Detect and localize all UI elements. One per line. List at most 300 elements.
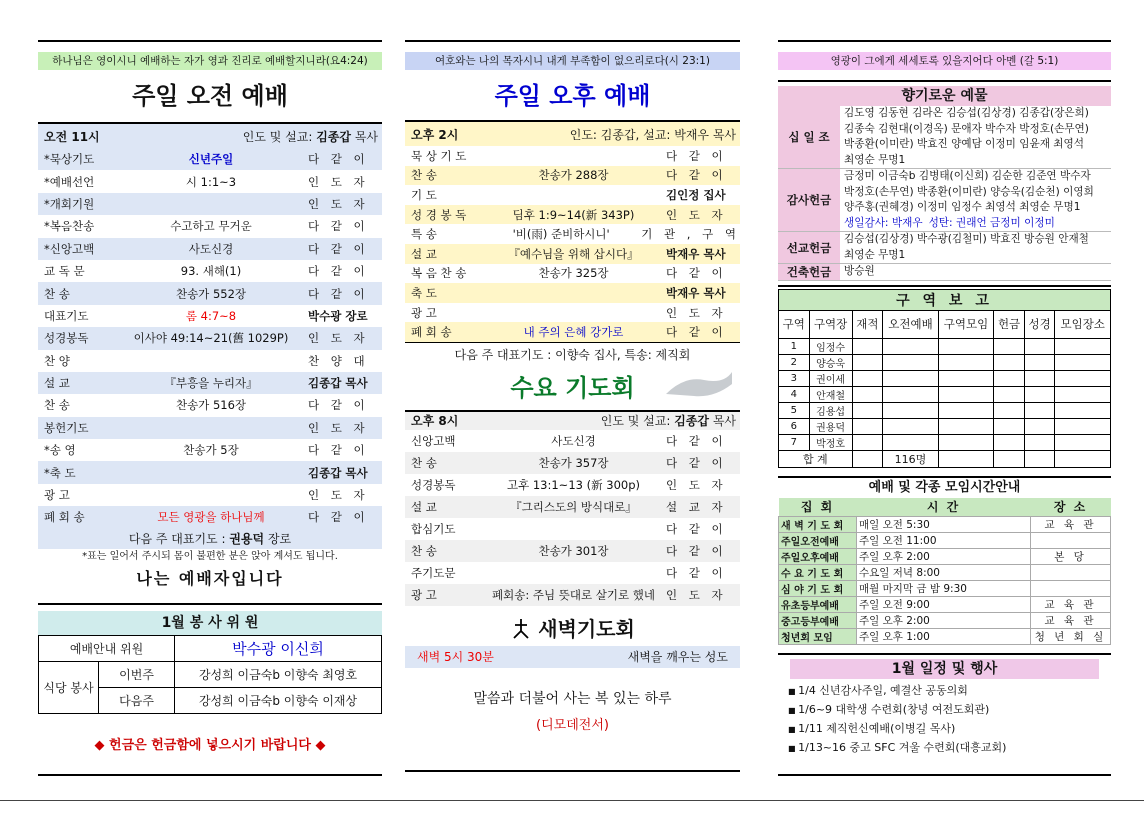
service-item-row [405, 474, 740, 496]
district-leader: 안재철 [809, 387, 852, 403]
wed-title: 수요 기도회 [510, 373, 635, 402]
praying-hands-icon [664, 370, 734, 400]
item-content: 시 1:1~3 [185, 174, 237, 189]
service-item-row [405, 562, 740, 584]
district-cell [1024, 355, 1055, 371]
item-name: 찬 양 [44, 353, 70, 368]
item-content: 수고하고 무거운 [170, 219, 252, 234]
offering-title: 향기로운 예물 [778, 86, 1111, 106]
district-header-cell: 오전예배 [883, 311, 939, 339]
district-row [779, 435, 1111, 451]
item-leader: 다 같 이 [666, 521, 727, 536]
service-item-row [405, 452, 740, 474]
district-cell [852, 355, 883, 371]
schedule-name: 수 요 기 도 회 [779, 564, 857, 580]
district-header-cell: 구역 [779, 311, 810, 339]
dawn-row [405, 646, 740, 668]
wed-time: 오후 8시 [411, 414, 459, 429]
service-item-row [38, 439, 382, 461]
service-header [405, 122, 740, 146]
event-item: ■ 1/4 신년감사주일, 예결산 공동의회 [788, 683, 968, 697]
offering-names: 김종숙 김현대(이경옥) 문애자 박수자 박정호(손무연) [844, 122, 1089, 135]
district-row [779, 371, 1111, 387]
district-leader: 박정호 [809, 435, 852, 451]
service-header [38, 124, 382, 148]
top-rule [778, 40, 1111, 42]
event-item: ■ 1/6~9 대학생 수련회(창녕 여전도회관) [788, 702, 990, 716]
next-week-label: 다음주 [99, 687, 175, 713]
schedule-place: 교 육 관 [1031, 612, 1111, 628]
item-content: 사도신경 [188, 241, 234, 256]
offering-column [778, 40, 1111, 757]
this-week-label: 이번주 [99, 661, 175, 687]
item-content: '비(雨) 준비하시니' [512, 227, 610, 242]
item-name: 합심기도 [411, 521, 456, 536]
item-name: *개회기원 [44, 196, 95, 211]
item-leader: 다 같 이 [666, 266, 727, 281]
service-item-row [38, 350, 382, 372]
district-no: 3 [779, 371, 810, 387]
district-cell [938, 403, 994, 419]
schedule-name: 주일오전예배 [779, 532, 857, 548]
item-name: 신앙고백 [411, 433, 456, 448]
item-leader: 다 같 이 [308, 219, 369, 234]
next-week-names: 강성희 이금숙b 이향숙 이재상 [175, 687, 382, 713]
service-item-row [38, 282, 382, 304]
schedule-time: 주일 오전 11:00 [857, 532, 1031, 548]
events-list [778, 681, 1111, 757]
district-cell [852, 419, 883, 435]
schedule-name: 심 야 기 도 회 [779, 580, 857, 596]
district-leader: 김용섭 [809, 403, 852, 419]
item-name: *신앙고백 [44, 241, 95, 256]
item-content: 이사야 49:14~21(舊 1029P) [133, 331, 289, 346]
item-content: 『부흥을 누리자』 [164, 376, 258, 391]
page-title: 주일 오후 예배 [494, 82, 651, 110]
bottom-rule [38, 774, 382, 776]
item-name: 묵 상 기 도 [411, 148, 467, 163]
district-cell [994, 435, 1025, 451]
district-no: 6 [779, 419, 810, 435]
item-name: 성경봉독 [44, 331, 89, 346]
district-cell [1055, 435, 1111, 451]
item-name: *축 도 [44, 465, 76, 480]
district-cell [938, 387, 994, 403]
item-leader: 김인정 집사 [666, 187, 726, 202]
item-leader: 다 같 이 [666, 543, 727, 558]
afternoon-service-column [405, 40, 740, 733]
offering-names: 김승섭(김상경) 박수광(김철미) 박효진 방승원 안재철 [844, 233, 1089, 245]
item-leader: 인 도 자 [308, 196, 369, 211]
district-cell [883, 419, 939, 435]
item-leader: 박재우 목사 [666, 246, 726, 261]
leader-label: 인도 및 설교: [242, 129, 313, 144]
item-name: 설 교 [44, 376, 70, 391]
district-cell [852, 371, 883, 387]
offering-names: 방승원 [844, 265, 875, 277]
item-leader: 다 같 이 [666, 565, 727, 580]
item-content: 찬송가 325장 [538, 266, 609, 281]
item-leader: 인 도 자 [666, 207, 727, 222]
item-leader: 다 같 이 [308, 510, 369, 525]
item-name: 복 음 찬 송 [411, 266, 467, 281]
schedule-place: 청 년 회 실 [1031, 628, 1111, 644]
guide-names: 박수광 이신희 [175, 635, 382, 661]
item-content: 롬 4:7~8 [185, 308, 237, 323]
district-cell [994, 387, 1025, 403]
schedule-place: 교 육 관 [1031, 516, 1111, 532]
item-name: 설 교 [411, 246, 437, 261]
top-rule [38, 40, 382, 42]
divider [778, 285, 1111, 287]
service-item-row [405, 244, 740, 264]
morning-service-column [38, 40, 382, 753]
offering-row [778, 106, 1111, 169]
service-item-row [405, 430, 740, 452]
schedule-time: 매월 마지막 금 밤 9:30 [857, 580, 1031, 596]
district-row [779, 339, 1111, 355]
item-content: 『그리스도의 방식대로』 [510, 499, 637, 514]
district-cell [938, 435, 994, 451]
schedule-time: 수요일 저녁 8:00 [857, 564, 1031, 580]
motto: 말씀과 더불어 사는 복 있는 하루 [473, 690, 672, 707]
item-leader: 인 도 자 [308, 488, 369, 503]
leader-text: 인도: 김종갑, 설교: 박재우 목사 [569, 127, 736, 142]
bottom-rule [405, 770, 740, 772]
district-no: 4 [779, 387, 810, 403]
item-leader: 설 교 자 [666, 499, 727, 514]
divider [778, 80, 1111, 82]
schedule-time: 주일 오후 1:00 [857, 628, 1031, 644]
district-cell [1024, 419, 1055, 435]
district-cell [938, 371, 994, 387]
item-leader: 다 같 이 [666, 433, 727, 448]
district-cell [852, 403, 883, 419]
item-leader: 인 도 자 [666, 587, 727, 602]
district-cell [938, 419, 994, 435]
item-name: 폐 회 송 [44, 510, 85, 525]
event-item: ■ 1/13~16 중고 SFC 겨울 수련회(대흥교회) [788, 740, 1007, 754]
district-cell [852, 387, 883, 403]
district-cell [1055, 419, 1111, 435]
district-no: 5 [779, 403, 810, 419]
item-content: 찬송가 301장 [538, 543, 609, 558]
dawn-leader: 새벽을 깨우는 성도 [627, 650, 728, 665]
district-cell [1024, 403, 1055, 419]
offering-label: 건축헌금 [778, 264, 840, 280]
offering-names: 박종환(이미란) 박효진 양예담 이정미 임윤재 최영석 [844, 138, 1085, 150]
verse-banner: 여호와는 나의 목자시니 내게 부족함이 없으리로다(시 23:1) [405, 52, 740, 70]
schedule-title: 예배 및 각종 모임시간안내 [868, 480, 1021, 495]
verse-banner: 하나님은 영이시니 예배하는 자가 영과 진리로 예배할지니라(요4:24) [38, 52, 382, 70]
district-cell [1055, 387, 1111, 403]
this-week-names: 강성희 이금숙b 이향숙 최영호 [175, 661, 382, 687]
service-item-row [405, 283, 740, 303]
schedule-name: 새 벽 기 도 회 [779, 516, 857, 532]
cross-person-icon [510, 617, 532, 639]
offering-names: 최영순 무명1 [844, 153, 906, 166]
offering-row [778, 232, 1111, 264]
item-leader: 인 도 자 [308, 174, 369, 189]
district-cell [852, 339, 883, 355]
service-item-row [405, 303, 740, 323]
district-cell [883, 355, 939, 371]
offering-label: 십 일 조 [778, 106, 840, 168]
service-item-row [405, 322, 740, 342]
schedule-time: 주일 오후 2:00 [857, 548, 1031, 564]
service-item-row [405, 205, 740, 225]
item-name: 성 경 봉 독 [411, 207, 467, 222]
item-content: 고후 13:1~13 (新 300p) [506, 477, 640, 492]
item-name: *복음찬송 [44, 219, 95, 234]
service-item-row [405, 224, 740, 244]
item-name: 찬 송 [411, 168, 437, 183]
item-name: 광 고 [44, 488, 70, 503]
leader-name: 김종갑 [316, 129, 351, 144]
item-name: 찬 송 [411, 543, 437, 558]
next-prayer: 다음 주 대표기도 : 권용덕 장로 [38, 529, 382, 549]
item-content: 딤후 1:9~14(新 343P) [512, 207, 635, 222]
item-content: 찬송가 5장 [183, 443, 239, 458]
top-rule [405, 40, 740, 42]
district-row [779, 419, 1111, 435]
item-name: *묵상기도 [44, 152, 95, 167]
leader-title: 목사 [354, 129, 378, 144]
schedule-time: 매일 오전 5:30 [857, 516, 1031, 532]
item-name: 주기도문 [411, 565, 456, 580]
divider [38, 603, 382, 605]
schedule-name: 중고등부예배 [779, 612, 857, 628]
district-cell [1024, 387, 1055, 403]
schedule-name: 청년회 모임 [779, 628, 857, 644]
offering-note: ◆ 헌금은 헌금함에 넣으시기 바랍니다 ◆ [94, 737, 326, 753]
item-leader: 인 도 자 [666, 477, 727, 492]
district-row [779, 355, 1111, 371]
district-cell [938, 339, 994, 355]
district-row [779, 403, 1111, 419]
schedule-place [1031, 564, 1111, 580]
schedule-name: 주일오후예배 [779, 548, 857, 564]
district-cell [994, 355, 1025, 371]
district-cell [1055, 355, 1111, 371]
schedule-place [1031, 532, 1111, 548]
item-leader: 박재우 목사 [666, 285, 726, 300]
service-item-row [405, 540, 740, 562]
item-leader: 찬 양 대 [308, 353, 369, 368]
district-cell [1024, 371, 1055, 387]
schedule-row [779, 532, 1111, 548]
item-name: 폐 회 송 [411, 325, 452, 340]
district-header-cell: 재적 [852, 311, 883, 339]
district-no: 1 [779, 339, 810, 355]
district-cell [1024, 435, 1055, 451]
item-name: 찬 송 [44, 398, 70, 413]
slogan: 나는 예배자입니다 [136, 568, 284, 588]
service-item-row [405, 518, 740, 540]
offering-names: 김도영 김동현 김라온 김승섭(김상경) 김종갑(장은희) [844, 107, 1089, 119]
district-cell [883, 435, 939, 451]
offering-row [778, 264, 1111, 281]
bullet-icon: ■ [788, 743, 799, 753]
district-cell [994, 403, 1025, 419]
dawn-time: 새벽 5시 30분 [417, 650, 494, 665]
district-cell [994, 419, 1025, 435]
service-item-row [38, 215, 382, 237]
schedule-table [778, 498, 1111, 645]
district-cell [994, 371, 1025, 387]
item-content: 사도신경 [551, 433, 596, 448]
district-leader: 권용덕 [809, 419, 852, 435]
district-cell [883, 403, 939, 419]
district-cell [883, 339, 939, 355]
item-name: 기 도 [411, 187, 437, 202]
service-item-row [405, 264, 740, 284]
item-leader: 다 같 이 [308, 398, 369, 413]
item-name: *예배선언 [44, 174, 95, 189]
district-cell [1024, 339, 1055, 355]
item-content: 폐회송: 주님 뜻대로 살기로 했네 [492, 587, 655, 602]
item-name: 축 도 [411, 285, 437, 300]
service-item-row [38, 461, 382, 483]
item-name: 광 고 [411, 305, 437, 320]
offering-names: 금정미 이금숙b 김병태(이신희) 김순한 김준연 박수자 [844, 170, 1091, 182]
district-cell [852, 435, 883, 451]
offering-row [778, 169, 1111, 232]
motto-sub: (디모데전서) [536, 717, 609, 733]
item-leader: 다 같 이 [308, 264, 369, 279]
schedule-place [1031, 580, 1111, 596]
item-leader: 인 도 자 [666, 305, 727, 320]
item-leader: 다 같 이 [308, 152, 369, 167]
item-content: 93. 새해(1) [180, 264, 242, 279]
schedule-row [779, 612, 1111, 628]
item-name: 찬 송 [411, 455, 437, 470]
kitchen-label: 식당 봉사 [39, 661, 99, 713]
servants-table [38, 635, 382, 714]
item-content: 찬송가 516장 [175, 398, 247, 413]
service-item-row [38, 417, 382, 439]
item-name: 봉헌기도 [44, 420, 89, 435]
district-no: 2 [779, 355, 810, 371]
item-leader: 다 같 이 [308, 443, 369, 458]
schedule-header-row [779, 498, 1111, 516]
district-leader: 임정수 [809, 339, 852, 355]
wed-header: 오후 8시 인도 및 설교: 김종갑 목사 [405, 410, 740, 430]
service-item-row [405, 496, 740, 518]
item-content: 찬송가 552장 [175, 286, 247, 301]
service-item-row [38, 260, 382, 282]
item-leader: 기 관 , 구 역 [641, 227, 740, 242]
schedule-place: 본 당 [1031, 548, 1111, 564]
item-name: 특 송 [411, 227, 437, 242]
schedule-time: 주일 오전 9:00 [857, 596, 1031, 612]
service-item-row [405, 146, 740, 166]
district-leader: 권이세 [809, 371, 852, 387]
item-leader: 김종갑 목사 [308, 465, 368, 480]
district-header-cell: 성경 [1024, 311, 1055, 339]
divider [778, 653, 1111, 655]
offering-names: 양주홍(권혜경) 이정미 임정수 최영석 최영순 무명1 [844, 201, 1081, 213]
schedule-row [779, 580, 1111, 596]
item-content: 찬송가 357장 [538, 455, 609, 470]
offering-list [778, 106, 1111, 281]
schedule-row [779, 628, 1111, 644]
bottom-rule [778, 774, 1111, 776]
district-header-row [779, 311, 1111, 339]
item-content: 『예수님을 위해 삽시다』 [508, 246, 639, 261]
item-leader: 다 같 이 [308, 241, 369, 256]
schedule-row [779, 548, 1111, 564]
district-cell [1055, 339, 1111, 355]
district-title: 구 역 보 고 [779, 290, 1111, 311]
district-header-cell: 구역장 [809, 311, 852, 339]
item-name: *송 영 [44, 443, 76, 458]
schedule-row [779, 516, 1111, 532]
district-header-cell: 모임장소 [1055, 311, 1111, 339]
district-cell [938, 355, 994, 371]
item-leader: 다 같 이 [666, 168, 727, 183]
item-leader: 다 같 이 [666, 455, 727, 470]
district-cell [883, 371, 939, 387]
item-leader: 다 같 이 [308, 286, 369, 301]
bullet-icon: ■ [788, 705, 799, 715]
event-item: ■ 1/11 제직헌신예배(이병길 목사) [788, 721, 956, 735]
service-time: 오후 2시 [411, 127, 459, 142]
district-header-cell: 구역모임 [938, 311, 994, 339]
verse-banner: 영광이 그에게 세세토록 있을지어다 아멘 (갈 5:1) [778, 52, 1111, 70]
dawn-title: 새벽기도회 [538, 617, 635, 642]
servants-title: 1월 봉 사 위 원 [38, 611, 382, 635]
service-item-row [38, 372, 382, 394]
service-item-row [38, 148, 382, 170]
item-content: 신년주일 [188, 152, 234, 167]
item-name: 설 교 [411, 499, 437, 514]
service-time: 오전 11시 [44, 129, 100, 144]
item-leader: 김종갑 목사 [308, 376, 368, 391]
schedule-time: 주일 오후 2:00 [857, 612, 1031, 628]
christmas-offering: 성탄: 권래언 금정미 이정미 [928, 216, 1055, 229]
district-row [779, 387, 1111, 403]
wed-order [405, 430, 740, 606]
service-item-row [38, 170, 382, 192]
schedule-name: 유초등부예배 [779, 596, 857, 612]
next-prayer: 다음 주 대표기도 : 이향숙 집사, 특송: 제직회 [405, 342, 740, 366]
bullet-icon: ■ [788, 686, 799, 696]
service-item-row [38, 238, 382, 260]
district-cell [1055, 403, 1111, 419]
page-title: 주일 오전 예배 [132, 82, 288, 110]
schedule-place: 교 육 관 [1031, 596, 1111, 612]
item-leader: 인 도 자 [308, 331, 369, 346]
order-of-worship [38, 148, 382, 529]
item-leader: 박수광 장로 [308, 308, 368, 323]
offering-label: 선교헌금 [778, 232, 840, 263]
service-item-row [405, 584, 740, 606]
schedule-row [779, 596, 1111, 612]
item-content: 내 주의 은혜 강가로 [523, 325, 624, 340]
service-item-row [38, 484, 382, 506]
standing-note: *표는 일어서 주시되 몸이 불편한 분은 앉아 계셔도 됩니다. [82, 550, 338, 562]
schedule-header-cell: 집 회 [800, 500, 835, 515]
district-total-row: 합 계 116명 [779, 451, 1111, 468]
service-item-row [38, 193, 382, 215]
item-name: 찬 송 [44, 286, 70, 301]
item-name: 교 독 문 [44, 264, 85, 279]
service-item-row [405, 166, 740, 186]
district-cell [1055, 371, 1111, 387]
schedule-header-cell: 시 간 [926, 500, 961, 515]
schedule-header-cell: 장 소 [1053, 500, 1088, 515]
